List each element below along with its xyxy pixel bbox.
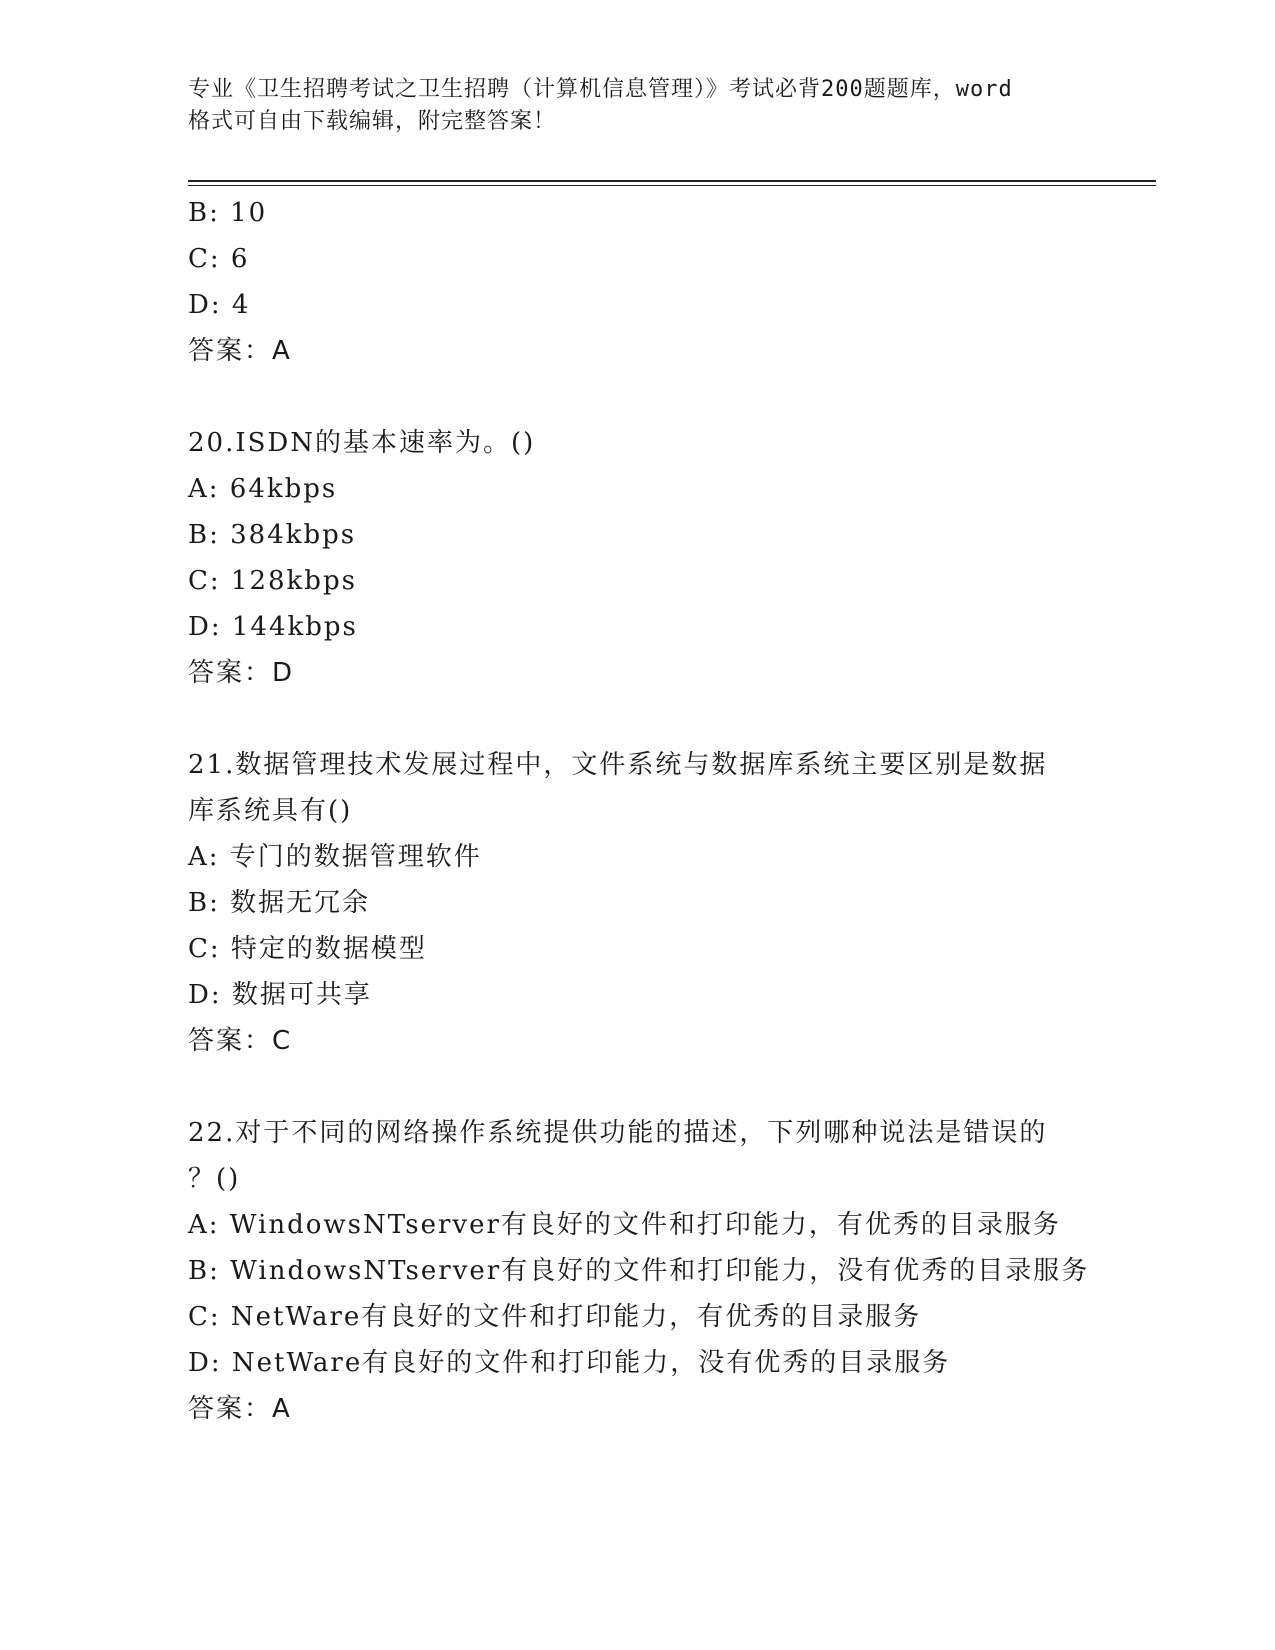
- option-a: A: 64kbps: [188, 474, 338, 504]
- answer-line: 答案：D: [188, 658, 295, 688]
- option-d: D: 144kbps: [188, 612, 358, 642]
- question-text-line-2: 库系统具有(): [188, 796, 353, 826]
- option-b: B: 数据无冗余: [188, 888, 371, 918]
- option-c: C: NetWare有良好的文件和打印能力，有优秀的目录服务: [188, 1302, 922, 1332]
- option-a: A: WindowsNTserver有良好的文件和打印能力，有优秀的目录服务: [188, 1210, 1061, 1240]
- question-text-line-2: ？(): [188, 1164, 241, 1194]
- question-19-continued: [188, 190, 1088, 374]
- question-text-line-1: 21.数据管理技术发展过程中，文件系统与数据库系统主要区别是数据: [188, 750, 1048, 780]
- answer-line: 答案：A: [188, 1394, 292, 1424]
- answer-line: 答案：A: [188, 336, 292, 366]
- option-b: B: 384kbps: [188, 520, 357, 550]
- question-text-line-1: 22.对于不同的网络操作系统提供功能的描述，下列哪种说法是错误的: [188, 1118, 1048, 1148]
- header-divider-thick: [188, 180, 1156, 182]
- answer-line: 答案：C: [188, 1026, 293, 1056]
- header-divider-thin: [188, 185, 1156, 186]
- page-header: [188, 74, 1088, 138]
- option-d: D: 4: [188, 290, 251, 320]
- option-d: D: 数据可共享: [188, 980, 372, 1010]
- option-b: B: WindowsNTserver有良好的文件和打印能力，没有优秀的目录服务: [188, 1256, 1090, 1286]
- option-b: B: 10: [188, 198, 268, 228]
- option-c: C: 6: [188, 244, 250, 274]
- question-text: 20.ISDN的基本速率为。(): [188, 428, 536, 458]
- option-c: C: 特定的数据模型: [188, 934, 427, 964]
- option-c: C: 128kbps: [188, 566, 357, 596]
- question-21: [188, 742, 1088, 1064]
- question-list: [188, 190, 1088, 1432]
- option-a: A: 专门的数据管理软件: [188, 842, 482, 872]
- option-d: D: NetWare有良好的文件和打印能力，没有优秀的目录服务: [188, 1348, 951, 1378]
- question-22: [188, 1110, 1088, 1432]
- header-title-line-2: 格式可自由下载编辑，附完整答案！: [188, 109, 557, 134]
- question-20: [188, 420, 1088, 696]
- header-title-line-1: 专业《卫生招聘考试之卫生招聘（计算机信息管理）》考试必背200题题库，word: [188, 77, 1013, 102]
